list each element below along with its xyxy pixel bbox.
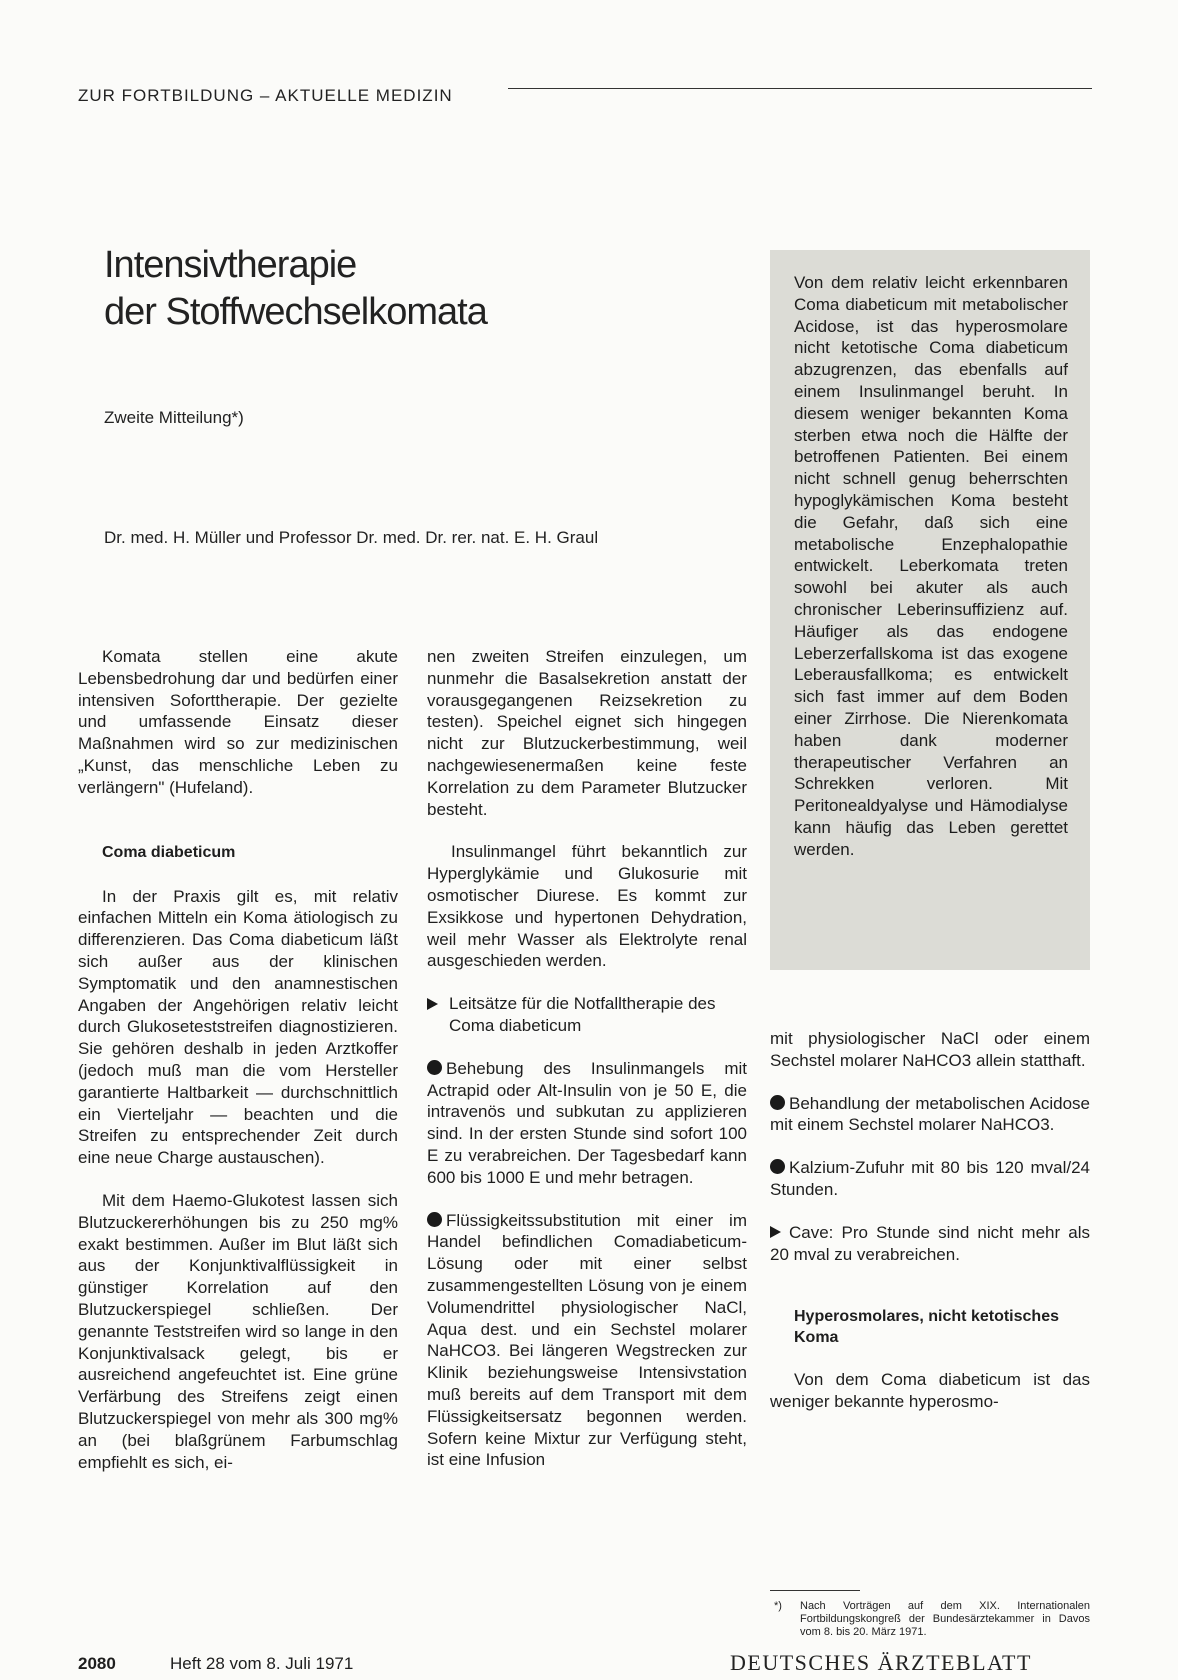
- dot-bullet-icon: [427, 1060, 442, 1075]
- section-label: ZUR FORTBILDUNG – AKTUELLE MEDIZIN: [78, 86, 453, 105]
- guidelines-lead-text: Leitsätze für die Notfalltherapie des Coma diabeticum: [449, 994, 716, 1035]
- paragraph-haemo-glukotest: Mit dem Haemo-Glukotest lassen sich Blutzuckererhöhungen bis zu 250 mg% exakt bestimmen. Außer im Blut läßt sich aus der Konjunktivalflüssigkeit in günstiger Korrelation auf den Blutzuckerspiegel schließen. Der genannte Teststreifen wird so lange in den Konjunktivalsack gelegt, bis er ausreichend angefeuchtet ist. Eine grüne Verfärbung des Streifens zeigt einen Blutzuckerspiegel von mehr als 300 mg% an (bei blaßgrünem Farbumschlag empfiehlt es sich, ei-: [78, 1190, 398, 1472]
- article-authors: Dr. med. H. Müller und Professor Dr. med. Dr. rer. nat. E. H. Graul: [104, 528, 599, 547]
- bullet-item: [770, 1157, 1090, 1201]
- cave-item: [770, 1222, 1090, 1266]
- bullet-text: Behebung des Insulinmangels mit Actrapid oder Alt-Insulin von je 50 E, die intravenös und subkutan zu applizieren sind. In der ersten Stunde sind sofort 100 E zu verabreichen. Der Tagesbedarf kann 600 bis 1000 E und mehr betragen.: [427, 1058, 747, 1187]
- header-rule: [508, 88, 1092, 89]
- article-subtitle: Zweite Mitteilung*): [104, 408, 244, 427]
- bullet-text: Flüssigkeitssubstitution mit einer im Handel befindlichen Comadiabeticum-Lösung oder mit einer selbst zusammengestellten Lösung von je einem Volumendrittel physiologischer NaCl, Aqua dest. und ein Sechstel molarer NaHCO3. Bei längeren Wegstrecken zur Klinik beziehungsweise Intensivstation muß bereits auf dem Transport mit dem Flüssigkeitsersatz begonnen werden. Sofern keine Mixtur zur Verfügung steht, ist eine Infusion: [427, 1210, 747, 1470]
- issue-info: Heft 28 vom 8. Juli 1971: [170, 1654, 354, 1673]
- guidelines-lead: [427, 993, 747, 1037]
- journal-name: DEUTSCHES ÄRZTEBLATT: [730, 1650, 1032, 1675]
- footnote-mark: *): [774, 1600, 782, 1612]
- title-line-1: Intensivtherapie: [104, 244, 357, 286]
- paragraph-continuation: mit physiologischer NaCl oder einem Sechstel molarer NaHCO3 allein statthaft.: [770, 1029, 1090, 1070]
- paragraph-continuation: nen zweiten Streifen einzulegen, um nunmehr die Basalsekretion anstatt der vorausgegangenen Reizsekretion zu testen). Speichel eignet sich hingegen nicht zur Blutzuckerbestimmung, weil nachgewiesenermaßen keine feste Korrelation zu dem Parameter Blutzucker besteht.: [427, 647, 747, 819]
- paragraph-praxis: In der Praxis gilt es, mit relativ einfachen Mitteln ein Koma ätiologisch zu differenzieren. Das Coma diabeticum läßt sich außer aus der klinischen Symptomatik und den anamnestischen Angaben der Angehörigen relativ leicht durch Glukoseteststreifen diagnostizieren. Sie gehören deshalb in jeden Arztkoffer (jedoch muß man die vom Hersteller garantierte Haltbarkeit — durchschnittlich ein Vierteljahr — beachten und die Streifen zu entsprechender Zeit durch eine neue Charge austauschen).: [78, 886, 398, 1168]
- bullet-text: Kalzium-Zufuhr mit 80 bis 120 mval/24 Stunden.: [770, 1158, 1090, 1199]
- title-line-2: der Stoffwechselkomata: [104, 291, 487, 333]
- triangle-bullet-icon: [770, 1226, 781, 1238]
- footnote-text: Nach Vorträgen auf dem XIX. Internationalen Fortbildungskongreß der Bundesärztekammer in Davos vom 8. bis 20. März 1971.: [800, 1600, 1090, 1638]
- bullet-text: Behandlung der metabolischen Acidose mit einem Sechstel molarer NaHCO3.: [770, 1093, 1090, 1135]
- dot-bullet-icon: [427, 1212, 442, 1227]
- bullet-item: [427, 1058, 747, 1189]
- column-3: [770, 1028, 1090, 1434]
- page-number: 2080: [78, 1654, 116, 1673]
- dot-bullet-icon: [770, 1159, 785, 1174]
- cave-text: Cave: Pro Stunde sind nicht mehr als 20 mval zu verabreichen.: [770, 1222, 1090, 1264]
- footnote-rule: [770, 1590, 860, 1591]
- bullet-item: [427, 1210, 747, 1472]
- heading-hyperosmolares-koma: Hyperosmolares, nicht ketotisches Koma: [794, 1308, 1059, 1347]
- summary-text: Von dem relativ leicht erkennbaren Coma diabeticum mit metabolischer Acidose, ist das hyperosmolare nicht ketotische Coma diabeticum abzugrenzen, das ebenfalls auf einem Insulinmangel beruht. In diesem weniger bekannten Koma sterben etwa noch die Hälfte der betroffenen Patienten. Bei einem nicht schnell genug beherrschten hypoglykämischen Koma besteht die Gefahr, daß sich eine metabolische Enzephalopathie entwickelt. Leberkomata treten sowohl bei akuter als auch chronischer Leberinsuffizienz auf. Häufiger als das endogene Leberzerfallskoma ist das exogene Leberausfallkoma; es entwickelt sich fast immer auf dem Boden einer Zirrhose. Die Nierenkomata haben dank moderner therapeutischer Verfahren an Schrekken verloren. Mit Peritonealdyalyse und Hämodialyse kann häufig das Leben gerettet werden.: [794, 273, 1068, 859]
- triangle-bullet-icon: [427, 998, 438, 1010]
- column-2: [427, 646, 747, 1492]
- dot-bullet-icon: [770, 1095, 785, 1110]
- intro-paragraph: Komata stellen eine akute Lebensbedrohung dar und bedürfen einer intensiven Soforttherapie. Der gezielte und umfassende Einsatz dieser Maßnahmen wird so zur medizinischen „Kunst, das menschliche Leben zu verlängern" (Hufeland).: [78, 647, 398, 797]
- paragraph-insulinmangel: Insulinmangel führt bekanntlich zur Hyperglykämie und Glukosurie mit osmotischer Diurese. Es kommt zur Exsikkose und hypertonen Dehydration, weil mehr Wasser als Elektrolyte renal ausgeschieden werden.: [427, 842, 747, 971]
- paragraph-hyperosmolar: Von dem Coma diabeticum ist das weniger bekannte hyperosmo-: [770, 1370, 1090, 1412]
- bullet-item: [770, 1093, 1090, 1137]
- column-1: [78, 646, 398, 1494]
- article-title: [104, 242, 487, 336]
- heading-coma-diabeticum: Coma diabeticum: [102, 843, 236, 861]
